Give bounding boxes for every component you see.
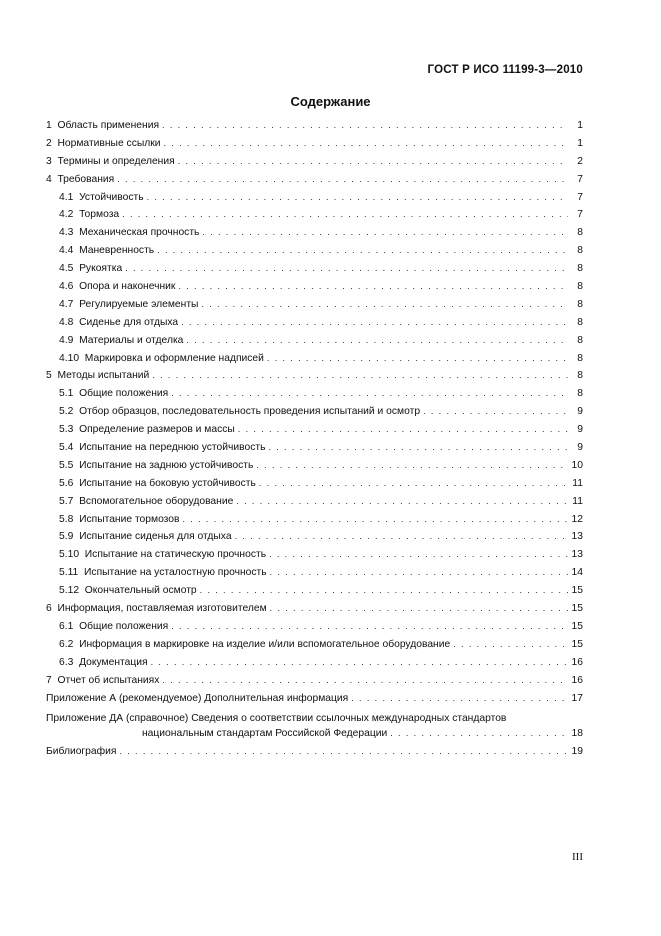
page-title: Содержание — [290, 94, 371, 109]
dot-leader — [152, 370, 568, 380]
toc-entry-number: 2 — [46, 137, 52, 149]
toc-entry-label — [46, 675, 159, 686]
toc-entry-number: 4.2 — [59, 209, 74, 221]
toc-entry-title: Сиденье для отдыха — [79, 316, 179, 328]
toc-entry-bibliography[interactable] — [46, 746, 583, 764]
toc-entry-title: Тормоза — [79, 209, 120, 221]
toc-entry-number: 1 — [46, 120, 52, 131]
dot-leader — [423, 406, 568, 416]
toc-entry[interactable] — [46, 209, 583, 227]
toc-entry-number: 5.11 — [59, 567, 79, 579]
toc-entry-page: 13 — [571, 531, 583, 543]
toc-entry[interactable] — [46, 675, 583, 693]
toc-entry-title: Маркировка и оформление надписей — [84, 352, 264, 364]
toc-entry-label — [59, 335, 183, 346]
dot-leader — [162, 120, 568, 130]
toc-entry-page: 8 — [577, 316, 583, 328]
toc-entry-page: 8 — [577, 281, 583, 293]
dot-leader — [178, 156, 568, 166]
toc-entry-page: 1 — [577, 120, 583, 131]
toc-entry[interactable] — [46, 245, 583, 263]
toc-entry-number: 6.1 — [59, 620, 74, 632]
toc-entry[interactable] — [46, 335, 583, 353]
toc-entry[interactable] — [46, 317, 583, 335]
toc-entry-label — [59, 549, 266, 560]
toc-entry-label — [59, 227, 199, 238]
dot-leader — [270, 567, 568, 577]
toc-entry[interactable] — [46, 406, 583, 424]
toc-entry-page: 15 — [571, 585, 583, 597]
toc-entry-page: 19 — [571, 746, 583, 758]
toc-entry-number: 6 — [46, 603, 52, 615]
toc-entry-title: Испытание на боковую устойчивость — [79, 477, 256, 489]
toc-entry[interactable] — [46, 514, 583, 532]
toc-entry-label — [59, 657, 148, 668]
toc-entry[interactable] — [46, 263, 583, 281]
toc-entry-page: 7 — [577, 173, 583, 185]
toc-entry-number: 4 — [46, 173, 52, 185]
toc-entry-title: Маневренность — [79, 245, 155, 257]
toc-entry-label — [59, 567, 267, 578]
toc-entry-title: Испытание сиденья для отдыха — [79, 531, 232, 543]
toc-entry-page: 15 — [571, 603, 583, 615]
toc-entry-annex-da[interactable] — [46, 710, 583, 746]
toc-entry-title: Область применения — [57, 120, 160, 131]
toc-entry-page: 8 — [577, 352, 583, 364]
toc-entry[interactable] — [46, 156, 583, 174]
table-of-contents — [46, 120, 583, 764]
toc-entry-label — [59, 514, 180, 525]
toc-entry-number: 4.9 — [59, 334, 74, 346]
toc-entry-label — [59, 460, 253, 471]
toc-entry-page: 12 — [571, 513, 583, 525]
toc-entry-label — [46, 603, 267, 614]
dot-leader — [256, 460, 568, 470]
toc-entry[interactable] — [46, 585, 583, 603]
toc-entry-title: Рукоятка — [79, 263, 123, 275]
toc-entry-title: Вспомогательное оборудование — [79, 495, 234, 507]
toc-entry-number: 5 — [46, 370, 52, 382]
toc-entry-label — [59, 639, 450, 650]
toc-entry[interactable] — [46, 388, 583, 406]
toc-entry-title: Требования — [57, 173, 115, 185]
toc-entry-page: 18 — [571, 728, 583, 740]
toc-entry-number: 5.5 — [59, 459, 74, 471]
toc-entry-annex-a[interactable] — [46, 693, 583, 711]
toc-entry-page: 16 — [571, 656, 583, 668]
toc-entry-number: 7 — [46, 674, 52, 686]
toc-entry-label — [59, 496, 233, 507]
toc-entry[interactable] — [46, 192, 583, 210]
toc-entry-page: 7 — [577, 209, 583, 221]
dot-leader — [390, 728, 568, 738]
dot-leader — [181, 317, 568, 327]
dot-leader — [164, 138, 568, 148]
dot-leader — [171, 388, 568, 398]
toc-entry[interactable] — [46, 120, 583, 138]
toc-entry[interactable] — [46, 531, 583, 549]
toc-entry-title: Методы испытаний — [57, 370, 150, 382]
dot-leader — [270, 603, 568, 613]
dot-leader — [202, 227, 568, 237]
toc-entry-label: Приложение ДА (справочное) Сведения о соответствии ссылочных международных стандартов — [46, 713, 507, 725]
dot-leader — [186, 335, 568, 345]
toc-entry[interactable] — [46, 657, 583, 675]
toc-entry-label — [59, 263, 122, 274]
toc-entry-title: Механическая прочность — [79, 227, 200, 239]
toc-entry-title: Опора и наконечник — [79, 281, 176, 293]
toc-entry-number: 5.2 — [59, 406, 74, 418]
toc-entry-label — [46, 120, 159, 131]
dot-leader — [183, 514, 569, 524]
toc-entry-page: 7 — [577, 191, 583, 203]
toc-entry-number: 5.6 — [59, 477, 74, 489]
toc-entry-page: 8 — [577, 388, 583, 400]
toc-entry-title: Общие положения — [79, 620, 169, 632]
toc-entry[interactable] — [46, 496, 583, 514]
toc-entry-page: 11 — [572, 495, 583, 507]
toc-entry-label: Библиография — [46, 746, 117, 758]
toc-entry-page: 13 — [571, 549, 583, 561]
toc-entry-number: 5.3 — [59, 424, 74, 436]
dot-leader — [235, 531, 568, 541]
toc-entry-page: 15 — [571, 638, 583, 650]
dot-leader — [178, 281, 568, 291]
dot-leader — [238, 424, 568, 434]
toc-entry-label — [59, 621, 168, 632]
toc-entry[interactable] — [46, 370, 583, 388]
toc-entry-number: 4.5 — [59, 263, 74, 275]
toc-entry-number: 4.6 — [59, 281, 74, 293]
toc-entry-label — [59, 299, 198, 310]
toc-entry-label — [59, 281, 175, 292]
dot-leader — [119, 746, 568, 756]
toc-entry-label: Приложение А (рекомендуемое) Дополнительная информация — [46, 692, 349, 704]
toc-entry-page: 17 — [571, 692, 583, 704]
toc-entry-page: 8 — [577, 370, 583, 382]
toc-entry-number: 5.12 — [59, 585, 80, 597]
dot-leader — [125, 263, 568, 273]
toc-entry-number: 4.10 — [59, 352, 80, 364]
dot-leader — [259, 478, 568, 488]
toc-entry[interactable] — [46, 281, 583, 299]
toc-entry[interactable] — [46, 442, 583, 460]
toc-entry[interactable] — [46, 549, 583, 567]
dot-leader — [122, 209, 568, 219]
toc-entry-label — [59, 388, 168, 399]
toc-entry-title: Информация в маркировке на изделие и/или вспомогательное оборудование — [79, 638, 451, 650]
toc-entry-title: Документация — [79, 656, 148, 668]
toc-entry-number: 5.8 — [59, 513, 74, 525]
dot-leader — [267, 353, 568, 363]
dot-leader — [269, 549, 568, 559]
toc-entry-page: 2 — [577, 155, 583, 167]
toc-entry-label — [46, 370, 149, 381]
dot-leader — [147, 192, 568, 202]
toc-entry-label — [59, 531, 232, 542]
toc-entry-title: Нормативные ссылки — [57, 137, 161, 149]
dot-leader — [117, 174, 568, 184]
toc-entry-page: 11 — [572, 477, 583, 489]
toc-entry-number: 4.8 — [59, 316, 74, 328]
toc-entry-label — [46, 174, 114, 185]
toc-entry-title: Определение размеров и массы — [79, 424, 235, 436]
dot-leader — [453, 639, 568, 649]
toc-entry[interactable] — [46, 174, 583, 192]
toc-entry[interactable] — [46, 567, 583, 585]
toc-entry-title: Отбор образцов, последовательность проведения испытаний и осмотр — [79, 406, 421, 418]
toc-entry[interactable] — [46, 460, 583, 478]
toc-entry[interactable] — [46, 353, 583, 371]
toc-entry-title: Испытание на усталостную прочность — [84, 567, 267, 579]
toc-entry-label — [46, 138, 161, 149]
toc-entry[interactable] — [46, 424, 583, 442]
toc-entry[interactable] — [46, 227, 583, 245]
toc-entry-page: 1 — [577, 137, 583, 149]
toc-entry-page: 8 — [577, 227, 583, 239]
toc-entry[interactable] — [46, 621, 583, 639]
dot-leader — [151, 657, 568, 667]
toc-entry-number: 5.10 — [59, 549, 80, 561]
toc-entry-title: Окончательный осмотр — [84, 585, 197, 597]
toc-entry[interactable] — [46, 299, 583, 317]
toc-entry-page: 8 — [577, 334, 583, 346]
toc-entry-number: 5.4 — [59, 442, 74, 454]
toc-entry-page: 8 — [577, 245, 583, 257]
toc-entry-page: 9 — [577, 424, 583, 436]
toc-entry-label — [59, 478, 256, 489]
toc-entry-number: 4.3 — [59, 227, 74, 239]
toc-entry-label — [59, 353, 264, 364]
dot-leader — [157, 245, 568, 255]
toc-entry-title: Материалы и отделка — [79, 334, 184, 346]
toc-entry-label — [59, 209, 119, 220]
toc-entry-page: 9 — [577, 442, 583, 454]
toc-entry[interactable] — [46, 639, 583, 657]
dot-leader — [351, 693, 568, 703]
toc-entry-title: Термины и определения — [57, 155, 175, 167]
toc-entry-number: 4.4 — [59, 245, 74, 257]
toc-entry-page: 9 — [577, 406, 583, 418]
toc-entry[interactable] — [46, 138, 583, 156]
toc-entry-number: 4.7 — [59, 298, 74, 310]
toc-entry-label — [59, 245, 154, 256]
toc-entry-title: Испытание на статическую прочность — [84, 549, 267, 561]
dot-leader — [201, 299, 568, 309]
toc-entry-number: 6.3 — [59, 656, 74, 668]
toc-entry-page: 8 — [577, 263, 583, 275]
toc-entry-number: 5.7 — [59, 495, 74, 507]
toc-entry-title: Отчет об испытаниях — [57, 674, 160, 686]
dot-leader — [200, 585, 568, 595]
toc-entry-title: Регулируемые элементы — [79, 298, 199, 310]
toc-entry-number: 5.1 — [59, 388, 74, 400]
toc-entry-label — [46, 156, 175, 167]
toc-entry-label — [59, 424, 235, 435]
toc-entry-label — [59, 442, 265, 453]
toc-entry[interactable] — [46, 603, 583, 621]
toc-entry-page: 10 — [571, 459, 583, 471]
page-number: III — [572, 851, 583, 863]
toc-entry-title: Испытание тормозов — [79, 513, 180, 525]
toc-entry-number: 4.1 — [59, 191, 74, 203]
dot-leader — [162, 675, 568, 685]
toc-entry-label — [59, 317, 178, 328]
dot-leader — [268, 442, 568, 452]
toc-entry-number: 6.2 — [59, 638, 74, 650]
toc-entry-label — [59, 406, 420, 417]
toc-entry-page: 14 — [571, 567, 583, 579]
toc-entry-title: Испытание на переднюю устойчивость — [79, 442, 266, 454]
document-code: ГОСТ Р ИСО 11199-3—2010 — [427, 64, 583, 76]
toc-entry-page: 15 — [571, 620, 583, 632]
toc-entry-title: Устойчивость — [79, 191, 144, 203]
toc-entry-number: 3 — [46, 155, 52, 167]
toc-entry-title: Общие положения — [79, 388, 169, 400]
toc-entry-label — [59, 585, 197, 596]
toc-entry-page: 16 — [571, 674, 583, 686]
toc-entry-title: Испытание на заднюю устойчивость — [79, 459, 254, 471]
toc-entry-title: Информация, поставляемая изготовителем — [57, 603, 267, 615]
toc-entry-number: 5.9 — [59, 531, 74, 543]
toc-entry-label-continued: национальным стандартам Российской Федерации — [142, 728, 388, 740]
toc-entry-label — [59, 192, 144, 203]
toc-entry[interactable] — [46, 478, 583, 496]
toc-entry-page: 8 — [577, 298, 583, 310]
dot-leader — [171, 621, 568, 631]
dot-leader — [236, 496, 568, 506]
